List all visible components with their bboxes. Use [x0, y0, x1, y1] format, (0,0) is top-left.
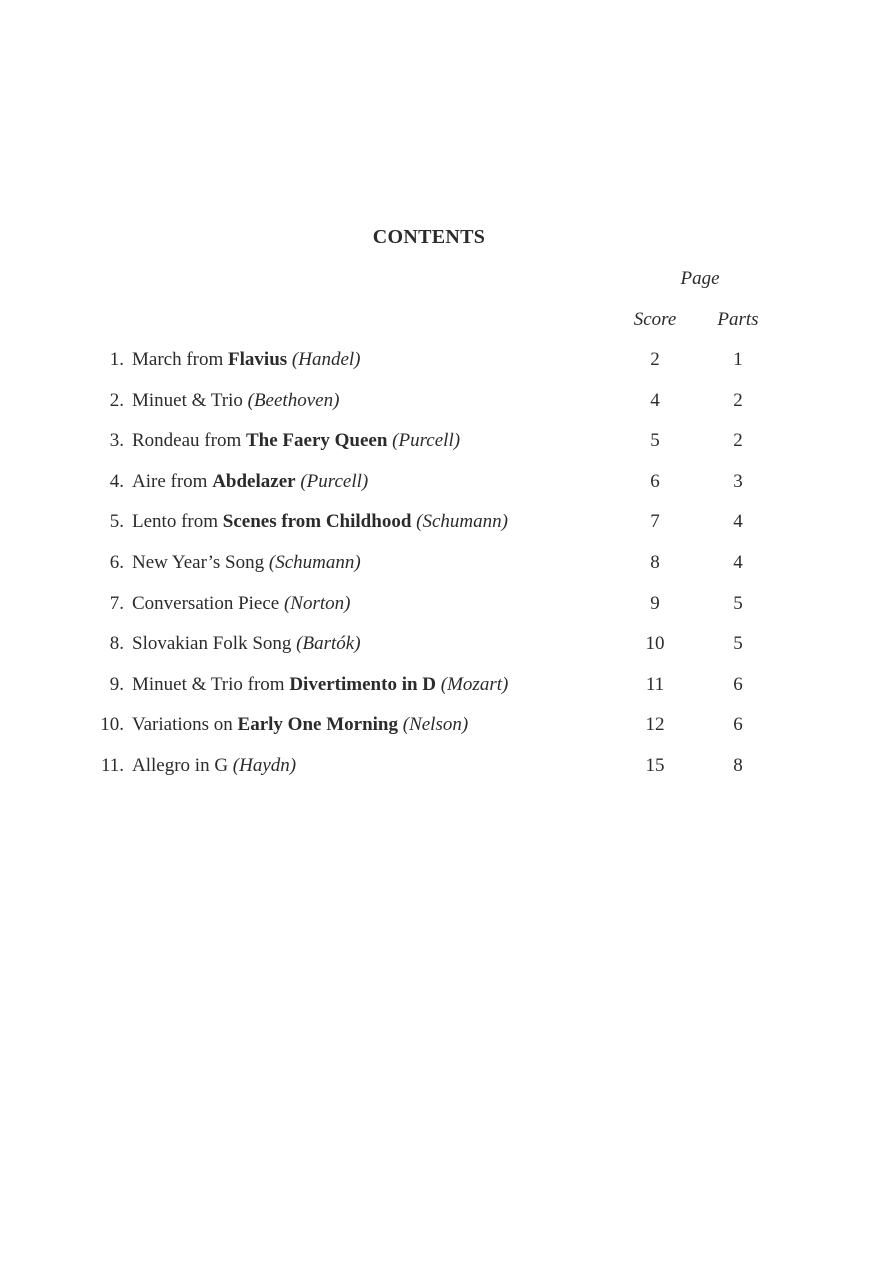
- entry-number: 4.: [109, 470, 124, 492]
- entry-title-prefix: Slovakian Folk Song: [132, 633, 297, 655]
- entry-title-prefix: Aire from: [132, 470, 213, 492]
- entry-score-page: 11: [645, 673, 665, 695]
- entry-title-prefix: Rondeau from: [132, 430, 246, 452]
- entry-title-prefix: Conversation Piece: [132, 592, 284, 614]
- entry-title: [132, 592, 350, 616]
- page-title: CONTENTS: [372, 226, 486, 248]
- contents-entry: [0, 632, 893, 673]
- entry-number: 9.: [109, 673, 124, 695]
- contents-entry: [0, 429, 893, 470]
- entry-work-title: Scenes from Childhood: [222, 511, 412, 533]
- entry-number: 11.: [100, 754, 124, 776]
- entry-score-page: 2: [650, 349, 660, 370]
- entry-title-prefix: Minuet & Trio: [132, 389, 248, 411]
- entry-composer: (Haydn): [232, 754, 297, 776]
- entry-parts-page: 2: [733, 430, 743, 452]
- entry-parts-page: 4: [733, 511, 743, 533]
- entry-title-prefix: March from: [132, 349, 229, 370]
- entry-composer: (Beethoven): [247, 389, 340, 411]
- entry-score-page: 15: [645, 754, 665, 776]
- entry-composer: (Bartók): [296, 633, 361, 655]
- entry-title: [132, 470, 368, 494]
- entry-parts-page: 3: [733, 470, 743, 492]
- entry-composer: (Purcell): [392, 430, 461, 452]
- parts-column-header: Parts: [717, 309, 759, 330]
- entry-title: [132, 713, 468, 737]
- contents-entry: [0, 389, 893, 430]
- contents-entry: [0, 348, 893, 389]
- entry-title: [132, 429, 460, 453]
- entry-number: 3.: [109, 430, 124, 452]
- entry-title-prefix: New Year’s Song: [132, 551, 269, 573]
- entry-number: 2.: [109, 389, 124, 411]
- entry-title: [132, 348, 361, 372]
- contents-entry: [0, 673, 893, 714]
- entry-work-title: Abdelazer: [212, 470, 296, 492]
- entry-composer: (Schumann): [416, 511, 508, 533]
- contents-entry: [0, 470, 893, 511]
- entry-parts-page: 5: [733, 633, 743, 655]
- entry-title-prefix: Minuet & Trio from: [132, 673, 290, 695]
- contents-entry: [0, 551, 893, 592]
- contents-entry: [0, 510, 893, 551]
- entry-parts-page: 6: [733, 673, 743, 695]
- entry-parts-page: 8: [733, 754, 743, 776]
- entry-title-prefix: Allegro in G: [132, 754, 233, 776]
- entry-work-title: Flavius: [228, 349, 288, 370]
- entry-composer: (Handel): [291, 349, 361, 370]
- entry-parts-page: 5: [733, 592, 743, 614]
- entry-title: [132, 673, 508, 697]
- entry-score-page: 8: [650, 551, 660, 573]
- entry-score-page: 5: [650, 430, 660, 452]
- score-column-header: Score: [633, 309, 677, 330]
- entry-parts-page: 4: [733, 551, 743, 573]
- entry-composer: (Schumann): [268, 551, 361, 573]
- entry-score-page: 9: [650, 592, 660, 614]
- entry-parts-page: 6: [733, 714, 743, 736]
- entry-number: 7.: [109, 592, 124, 614]
- entry-parts-page: 2: [733, 389, 743, 411]
- entry-score-page: 7: [650, 511, 660, 533]
- page-column-heading: Page: [680, 268, 720, 289]
- entry-work-title: Divertimento in D: [289, 673, 437, 695]
- entry-score-page: 10: [645, 633, 665, 655]
- entry-number: 5.: [109, 511, 124, 533]
- entry-title: [132, 551, 361, 575]
- entry-title: [132, 510, 508, 534]
- entry-title: [132, 754, 296, 778]
- entry-number: 6.: [109, 551, 124, 573]
- contents-list: [0, 348, 893, 795]
- entry-title-prefix: Lento from: [132, 511, 223, 533]
- entry-score-page: 4: [650, 389, 660, 411]
- entry-score-page: 12: [645, 714, 665, 736]
- entry-composer: (Mozart): [440, 673, 509, 695]
- entry-score-page: 6: [650, 470, 660, 492]
- entry-work-title: Early One Morning: [237, 714, 398, 736]
- contents-entry: [0, 592, 893, 633]
- entry-number: 10.: [100, 714, 124, 736]
- entry-title: [132, 389, 339, 413]
- entry-number: 1.: [109, 349, 124, 370]
- contents-entry: [0, 713, 893, 754]
- entry-work-title: The Faery Queen: [245, 430, 388, 452]
- entry-composer: (Norton): [283, 592, 351, 614]
- contents-entry: [0, 754, 893, 795]
- entry-title-prefix: Variations on: [132, 714, 238, 736]
- entry-composer: (Purcell): [300, 470, 369, 492]
- entry-number: 8.: [109, 633, 124, 655]
- entry-parts-page: 1: [733, 349, 743, 370]
- entry-title: [132, 632, 361, 656]
- entry-composer: (Nelson): [402, 714, 469, 736]
